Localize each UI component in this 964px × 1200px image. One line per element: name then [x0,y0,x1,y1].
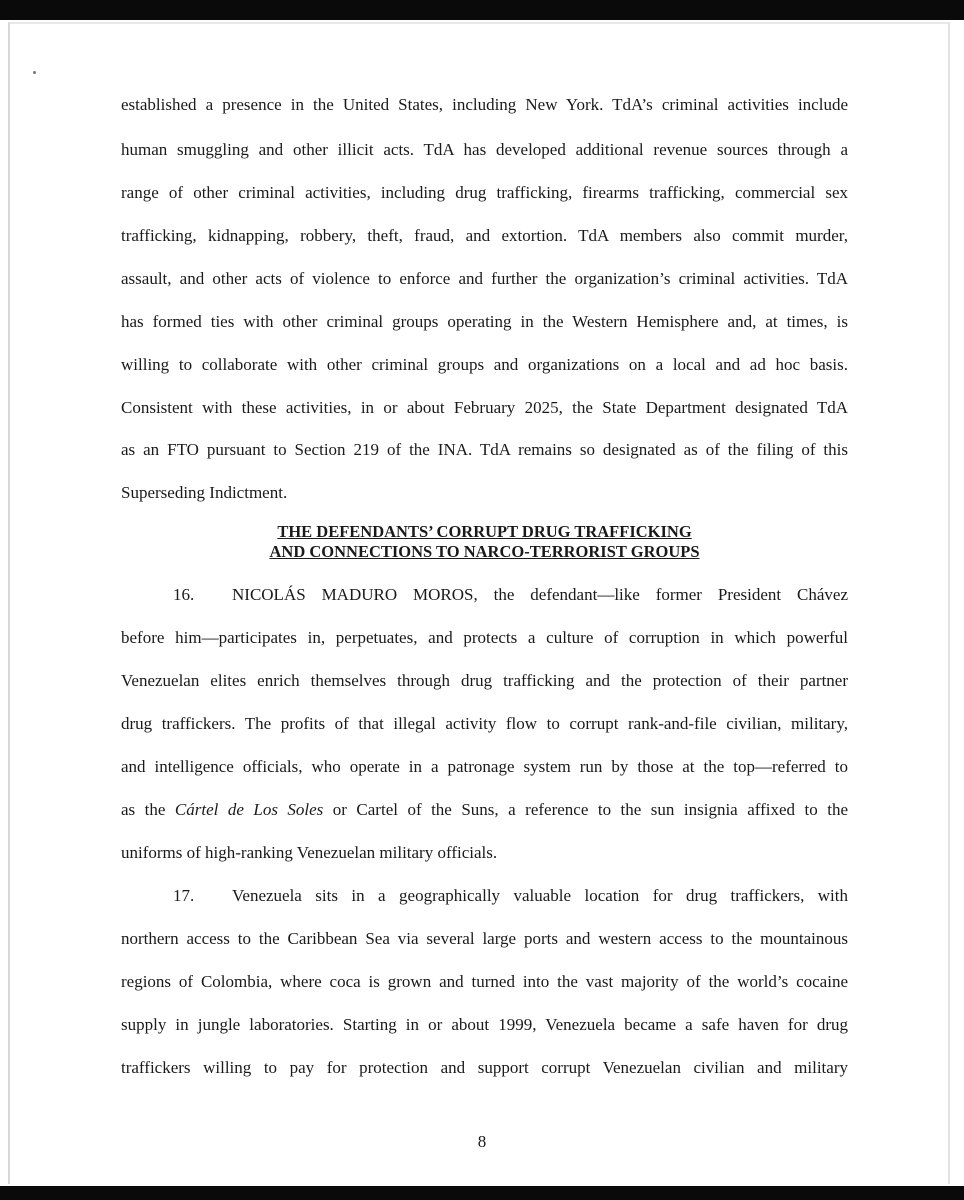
body-line: as the Cártel de Los Soles or Cartel of the Suns, a reference to the sun insignia affixed to the [121,800,848,819]
body-line: regions of Colombia, where coca is grown and turned into the vast majority of the world’s cocaine [121,972,848,991]
cartel-name-italic: Cártel de Los Soles [174,800,324,819]
paragraph-16-first-line: 16. NICOLÁS MADURO MOROS, the defendant—like former President Chávez [121,585,848,605]
paragraph-number: 17. [173,886,195,905]
body-line: as an FTO pursuant to Section 219 of the INA. TdA remains so designated as of the filing of this [121,440,848,459]
body-line: human smuggling and other illicit acts. TdA has developed additional revenue sources through a [121,140,848,159]
section-heading-line: THE DEFENDANTS’ CORRUPT DRUG TRAFFICKING [277,522,692,541]
body-line: willing to collaborate with other criminal groups and organizations on a local and ad hoc basis. [121,355,848,374]
body-line: northern access to the Caribbean Sea via several large ports and western access to the mountainous [121,929,848,948]
scan-speck [33,71,36,74]
body-line: assault, and other acts of violence to enforce and further the organization’s criminal activities. TdA [121,269,848,288]
bottom-black-border [0,1186,964,1200]
paragraph-17-first-line: 17. Venezuela sits in a geographically valuable location for drug traffickers, with [121,886,848,906]
paragraph-number: 16. [173,585,195,604]
body-line: supply in jungle laboratories. Starting in or about 1999, Venezuela became a safe haven for drug [121,1015,848,1034]
body-line: traffickers willing to pay for protection and support corrupt Venezuelan civilian and military [121,1058,848,1077]
body-line: Superseding Indictment. [121,483,288,502]
body-line: trafficking, kidnapping, robbery, theft, fraud, and extortion. TdA members also commit murder, [121,226,848,245]
body-line: before him—participates in, perpetuates, and protects a culture of corruption in which powerful [121,628,848,647]
top-black-border [0,0,964,20]
section-heading-line: AND CONNECTIONS TO NARCO-TERRORIST GROUPS [269,542,700,561]
body-line: established a presence in the United States, including New York. TdA’s criminal activities include [121,95,848,114]
body-line: range of other criminal activities, including drug trafficking, firearms trafficking, commercial sex [121,183,848,202]
page-edge-left [8,22,10,1184]
body-line: drug traffickers. The profits of that illegal activity flow to corrupt rank-and-file civilian, military, [121,714,848,733]
body-line: uniforms of high-ranking Venezuelan military officials. [121,843,498,862]
page-edge-right [948,22,950,1184]
body-line: has formed ties with other criminal groups operating in the Western Hemisphere and, at times, is [121,312,848,331]
body-line: Consistent with these activities, in or about February 2025, the State Department designated TdA [121,398,848,417]
page-edge-top [8,22,950,24]
body-line: and intelligence officials, who operate in a patronage system run by those at the top—referred to [121,757,848,776]
body-line: Venezuelan elites enrich themselves through drug trafficking and the protection of their partner [121,671,848,690]
page-number: 8 [477,1132,487,1151]
